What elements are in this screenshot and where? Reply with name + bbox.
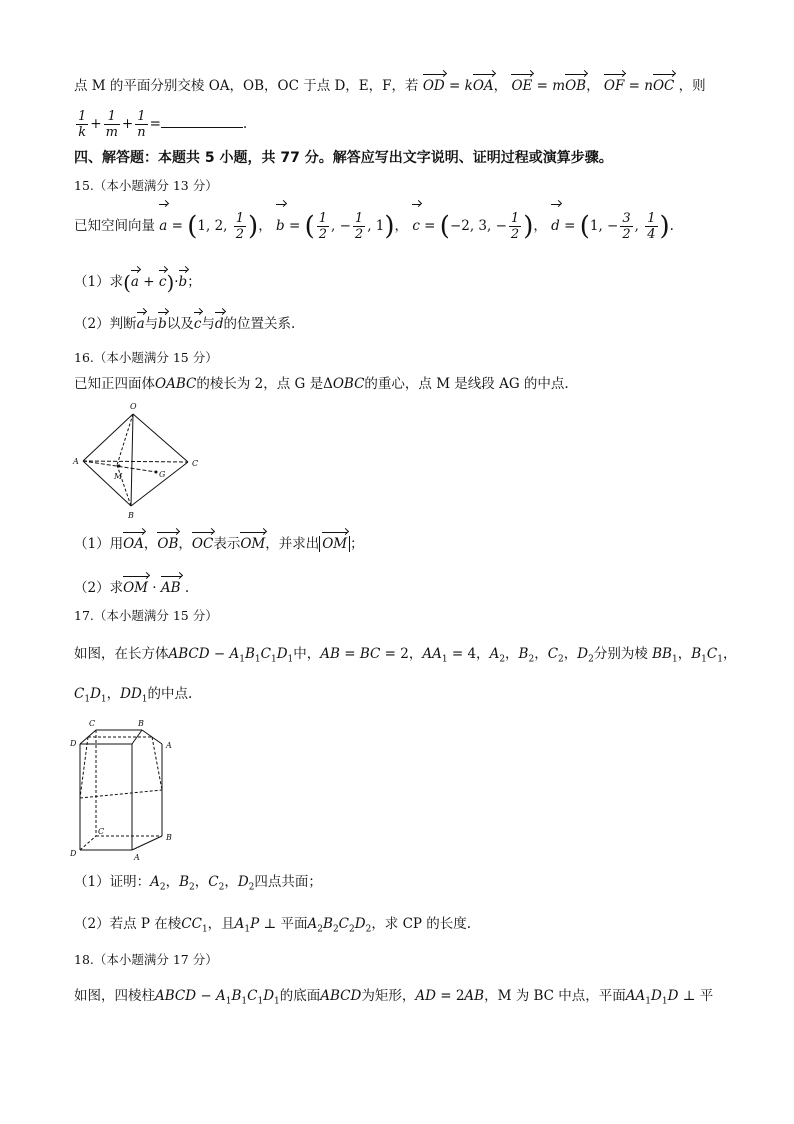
q16-part1: （1）用OA，OB，OC表示OM，并求出 OM ； [74,536,364,552]
section4-title: 四、解答题：本题共 5 小题，共 77 分。解答应写出文字说明、证明过程或演算步骤。 [74,150,613,166]
label-b: B [128,511,134,520]
label-b: B [166,833,172,842]
label-g: G [159,470,166,479]
tetrahedron-figure [72,400,204,522]
q17-stem2: $C_1D_1$，$DD_1$的中点. [74,686,193,705]
q17-stem1: 如图，在长方体ABCD − $A_1B_1C_1D_1$中，AB = BC = 2，$AA_1 = 4$，$A_2$，$B_2$，$C_2$，$D_2$分别为棱 $BB_1$，$B_1C_1$， [74,646,737,665]
label-c: C [192,459,199,468]
q16-part2: （2）求OM · AB . [74,580,190,596]
q15-stem: 已知空间向量 a = (1, 2, $\frac{1}{2}$ )， b = ( $\frac{1}{2}$ , − $\frac{1}{2}$ , 1)， c = (−2, 3, − $\frac{1}{2}$ )， d = (1, − $\frac{3}{2}$ , $\frac{1}{4}$ ). [74,206,734,246]
label-d: D [70,849,77,858]
q17-part1: （1）证明：$A_2$，$B_2$，$C_2$，$D_2$四点共面； [74,874,322,893]
label-a1: A [166,741,172,750]
q15-header: 15.（本小题满分 13 分） [74,178,218,193]
q14-text-b: ，则 [678,78,706,94]
label-a: A [73,457,79,466]
label-c: C [98,827,105,836]
label-b1: B [138,719,144,728]
q16-stem: 已知正四面体OABC的棱长为 2，点 G 是ΔOBC的重心，点 M 是线段 AG 的中点. [74,376,569,392]
q15-part2: （2）判断a与b以及c与d的位置关系. [74,316,296,332]
label-o: O [130,402,137,411]
q15-part1: （1）求(a + c)·b； [74,270,201,295]
q14-line2: $\frac{1}{k}$ + $\frac{1}{m}$ + $\frac{1}{n}$ = . [78,109,248,140]
answer-blank[interactable] [161,113,243,128]
q17-part2: （2）若点 P 在棱$CC_1$，且$A_1P$ ⊥ 平面$A_2B_2C_2D_2$，求 CP 的长度. [74,916,472,935]
q16-header: 16.（本小题满分 15 分） [74,350,218,365]
q18-stem: 如图，四棱柱ABCD − $A_1B_1C_1D_1$的底面ABCD为矩形，AD = 2AB，M 为 BC 中点，平面$AA_1D_1D$ ⊥ 平 [74,988,714,1007]
q14-text-a: 点 M 的平面分别交棱 OA，OB，OC 于点 D，E，F，若 [74,78,419,94]
label-a: A [134,853,140,862]
q14-line1: 点 M 的平面分别交棱 OA，OB，OC 于点 D，E，F，若 OD = kOA， OE = mOB， OF = nOC ，则 [74,78,706,94]
q14-equals: = [149,116,161,132]
q18-header: 18.（本小题满分 17 分） [74,952,218,967]
label-c1: C [89,719,96,728]
label-d1: D [70,739,77,748]
label-m: M [114,472,123,481]
q17-header: 17.（本小题满分 15 分） [74,608,218,623]
cuboid-figure [70,718,182,864]
